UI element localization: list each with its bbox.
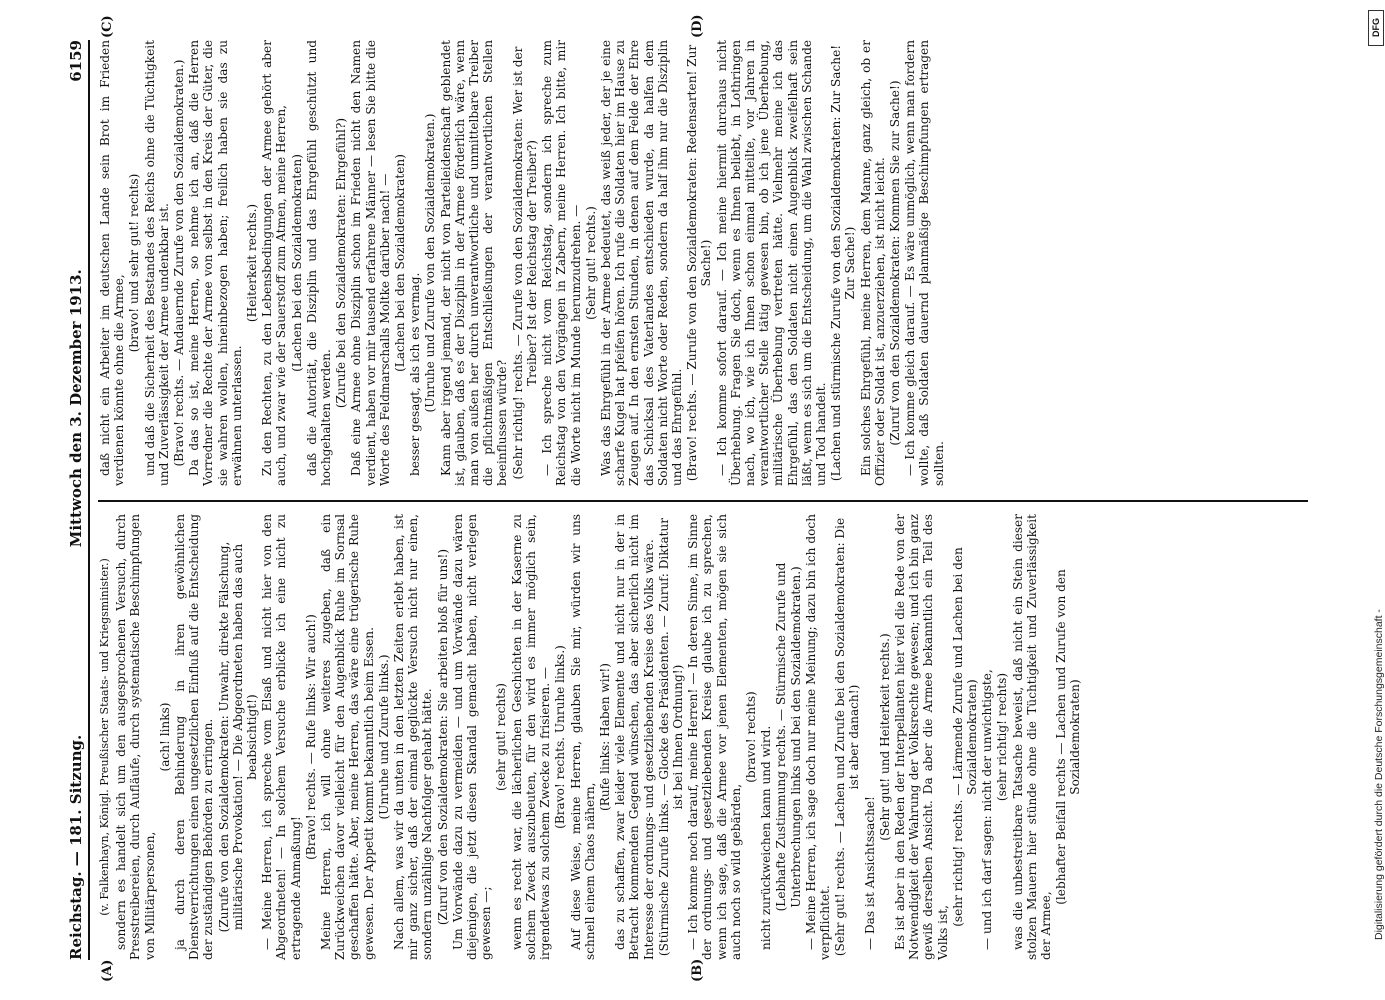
right-column [98,40,1308,486]
paragraph: (Lebhafte Zustimmung rechts. — Stürmische Zurufe und Unterbrechungen links und bei den Sozialdemokraten.) [774,562,803,912]
margin-marker-d: (D) [690,14,705,38]
paragraph: und daß die Sicherheit des Bestandes des Reichs ohne die Tüchtigkeit und Zuverlässigkeit der Armee undenkbar ist. [142,40,171,486]
paragraph: (ach! links) [157,702,172,772]
paragraph: besser gesagt, als ich es vermag. [408,272,423,476]
paragraph: ja durch deren Behinderung in ihren gewöhnlichen Dienstverrichtungen einen ungesetzlichen Einfluß auf die Entscheidung der zuständigen Behörden zu erringen. [173,514,216,960]
paragraph: daß die Autorität, die Disziplin und das Ehrgefühl geschützt und hochgehalten werden. [304,40,334,486]
paragraph: (Sehr gut! und Heiterkeit rechts.) [877,633,892,841]
paragraph: — und ich darf sagen: nicht der unwichtigste, [980,669,995,950]
paragraph: (Sehr richtig! rechts. — Zurufe von den Sozialdemokraten: Wer ist der Treiber? Ist der Reichstag der Treiber?) [510,46,539,480]
paragraph: — Ich komme gleich darauf. — Es wäre unmöglich, wenn man fordern wollte, daß Soldaten dauernd planmäßige Beschimpfungen ertragen sollten. [903,40,946,486]
paragraph: — Das ist Ansichtssache! [862,796,877,950]
column-divider [98,501,1308,503]
paragraph: (Rufe links: Haben wir!) [597,663,612,811]
paragraph: das zu schaffen, zwar leider viele Elemente und nicht nur in der in Betracht kommenden Gegend wünschen, das aber sicherlich nicht im Interesse der ordnungs- und gesetzliebenden Kreise des Volks wäre. [613,514,656,960]
paragraph: Nach allem, was wir da unten in den letzten Zeiten erlebt haben, ist mir ganz sicher, daß der einmal geglückte Versuch nicht nur einen, sondern unzählige Nachfolger gehabt hätte. [392,514,435,960]
paragraph: Es ist aber in den Reden der Interpellanten hier viel die Rede von der Notwendigkeit der Wahrung der Volksrechte gewesen; und ich bin ganz gewiß derselben Ansicht. Da aber die Armee bekanntlich ein Teil des Volks ist, [892,514,950,960]
date-title: Mittwoch den 3. Dezember 1913. [67,269,85,548]
margin-marker-a: (A) [100,959,115,982]
paragraph: (Zuruf von den Sozialdemokraten: Sie arbeiten bloß für uns!) [435,548,450,926]
paragraph: nicht zurückweichen kann und wird. [759,725,774,950]
paragraph: (Zurufe von den Sozialdemokraten: Unwahr, direkte Fälschung, militärische Provokation! — Die Abgeordneten haben das auch beabsichtigt!) [216,541,260,933]
paragraph: Was das Ehrgefühl in der Armee bedeutet, das weiß jeder, der je eine scharfe Kugel hat pfeifen hören. Ich rufe die Soldaten hier im Hause zu Zeugen auf. In den ernsten Stunden, in denen auf dem Felde der Ehre das Schicksal des Vaterlandes entschieden wurde, da halfen dem Soldaten nicht Worte oder Reden, sondern da half ihm nur die Disziplin und das Ehrgefühl. [598,40,684,486]
page-number: 6159 [67,40,85,82]
paragraph: daß nicht ein Arbeiter im deutschen Lande sein Brot im Frieden verdienen könnte ohne die Armee, [98,40,127,486]
paragraph: was die unbestreitbare Tatsache beweist, daß nicht ein Stein dieser stolzen Mauern hier stünde ohne die Tüchtigkeit und Zuverlässigkeit der Armee, [1010,514,1053,960]
paragraph: (sehr gut! rechts) [494,683,509,791]
right-paragraphs [98,40,946,486]
paragraph: (sehr richtig! rechts. — Lärmende Zurufe und Lachen bei den Sozialdemokraten) [950,547,979,927]
paragraph: (lebhafter Beifall rechts — Lachen und Zurufe von den Sozialdemokraten) [1054,569,1083,905]
text-columns [98,40,1308,960]
paragraph: (Sehr gut! rechts.) [583,206,598,320]
paragraph: (Bravo! rechts. Unruhe links.) [553,645,568,829]
paragraph: (Lachen und stürmische Zurufe von den Sozialdemokraten: Zur Sache! Zur Sache!) [829,44,858,482]
paragraph: Zu den Rechten, zu den Lebensbedingungen der Armee gehört aber auch, und zwar wie der Sauerstoff zum Atmen, meine Herren, [260,40,289,486]
paragraph: — Meine Herren, ich spreche vom Elsaß und nicht hier von den Abgeordneten! — In solchem Versuche erblicke ich eine nicht zu ertragende Anmaßung! [260,514,303,960]
paragraph: Ein solches Ehrgefühl, meine Herren, dem Manne, ganz gleich, ob er Offizier oder Soldat ist, anzuerziehen, ist nicht leicht. [858,40,887,486]
margin-marker-c: (C) [100,15,115,38]
paragraph: (Unruhe und Zurufe links.) [376,654,391,820]
paragraph: (Zuruf von den Sozialdemokraten: Kommen Sie zur Sache!) [887,80,902,446]
page-header [64,40,90,960]
paragraph: (bravo! und sehr gut! rechts) [127,173,142,353]
paragraph: (Sehr gut! rechts. — Lachen und Zurufe bei den Sozialdemokraten: Die ist aber danach!) [833,517,862,957]
paragraph: Daß eine Armee ohne Disziplin schon im Frieden nicht den Namen verdient, haben vor mir tausend erfahrene Männer — lesen Sie bitte die Worte des Feldmarschalls Moltke darüber nach! — [349,40,392,486]
paragraph: sondern es handelt sich um den ausgesprochenen Versuch, durch Presstreibereien, durch Aufläufe, durch systematische Beschimpfungen von Militärpersonen, [114,514,157,960]
paragraph: (Bravo! rechts. — Rufe links: Wir auch!) [303,614,318,860]
paragraph: Da das so ist, meine Herren, so nehme ich an, daß die Herren Vorredner die Rechte der Armee von selbst in den Kreis der Güter, die sie wahren wollen, hineinbezogen haben; freilich haben sie das zu erwähnen unterlassen. [187,40,244,486]
digitization-credit: Digitalisierung gefördert durch die Deutsche Forschungsgemeinschaft - [1373,609,1385,940]
paragraph: (Bravo! rechts. — Zurufe von den Sozialdemokraten: Redensarten! Zur Sache!) [685,44,714,482]
paragraph: — Ich komme sofort darauf. — Ich meine hiermit durchaus nicht Überhebung. Fragen Sie doch, wenn es Ihnen beliebt, in Lothringen nach, wo ich, wie ich Ihnen schon einmal mitteilte, vor Jahren in verantwortlicher Stelle tätig gewesen bin, ob ich jene Überhebung, militärische Überhebung vertreten hätte. Vielmehr meine ich das Ehrgefühl, das den Soldaten nicht einen Augenblick zweifelhaft sein läßt, wenn es sich um die Entscheidung, um die Wahl zwischen Schande und Tod handelt. [714,40,828,486]
paragraph: (Lachen bei den Sozialdemokraten) [393,154,408,372]
paragraph: (sehr richtig! rechts) [995,672,1010,802]
paragraph: (Stürmische Zurufe links. — Glocke des Präsidenten. — Zuruf: Diktatur ist bei Ihnen Ordnung!) [656,517,685,957]
paragraph: wenn es recht war, die lächerlichen Geschichten in der Kaserne zu solchem Zweck auszubeuten, für den wird es immer möglich sein, irgendetwas zu solchem Zwecke zu frisieren. — [509,514,553,960]
paragraph: Kann aber irgend jemand, der nicht von Parteileidenschaft geblendet ist, glauben, daß es der Disziplin in der Armee förderlich wäre, wenn man von außen her durch unverantwortliche und unmittelbare Treiber die pflichtmäßigen Entschließungen der verantwortlichen Stellen beeinflussen würde? [438,40,510,486]
dfg-logo: DFG [1368,10,1384,46]
margin-marker-b: (B) [690,958,705,982]
paragraph: (Zurufe bei den Sozialdemokraten: Ehrgefühl?) [334,117,349,409]
paragraph: (bravo! rechts) [743,691,758,783]
session-title: Reichstag. — 181. Sitzung. [67,734,85,960]
paragraph: (Unruhe und Zurufe von den Sozialdemokraten.) [423,113,438,413]
paragraph: (Lachen bei den Sozialdemokraten) [289,154,304,372]
speaker-heading: (v. Falkenhayn, Königl. Preußischer Staats- und Kriegsminister.) [98,558,111,916]
paragraph: (Heiterkeit rechts.) [245,203,260,323]
left-column [98,514,1308,960]
paragraph: — Meine Herren, ich sage doch nur meine Meinung; dazu bin ich doch verpflichtet. [803,514,832,960]
paragraph: Auf diese Weise, meine Herren, glauben Sie mir, würden wir uns schnell einem Chaos nähern, [568,514,597,960]
paragraph: — Ich spreche nicht vom Reichstag, sondern ich spreche zum Reichstag von den Vorgängen in Zabern, meine Herren. Ich bitte, mir die Worte nicht im Munde herumzudrehen. — [540,40,583,486]
paragraph: Meine Herren, ich will ohne weiteres zugeben, daß ein Zurückweichen davor vielleicht für den Augenblick Ruhe im Sornsal geschaffen hätte. Aber, meine Herren, das wäre eine trügerische Ruhe gewesen. Der Appetit kommt bekanntlich beim Essen. [319,514,376,960]
paragraph: — Ich komme noch darauf, meine Herren! — In deren Sinne, im Sinne der ordnungs- und gesetzliebenden Kreise glaube ich zu sprechen, wenn ich sage, daß die Armee vor jenen Elementen, mögen sie sich auch noch so wild gebärden, [686,514,743,960]
paragraph: Um Vorwände dazu zu vermeiden — und um Vorwände dazu wären diejenigen, die jetzt diesen Skandal gemacht haben, nicht verlegen gewesen —; [450,514,494,960]
left-paragraphs [114,514,1082,960]
paragraph: (Bravo! rechts. — Andauernde Zurufe von den Sozialdemokraten.) [172,59,187,467]
